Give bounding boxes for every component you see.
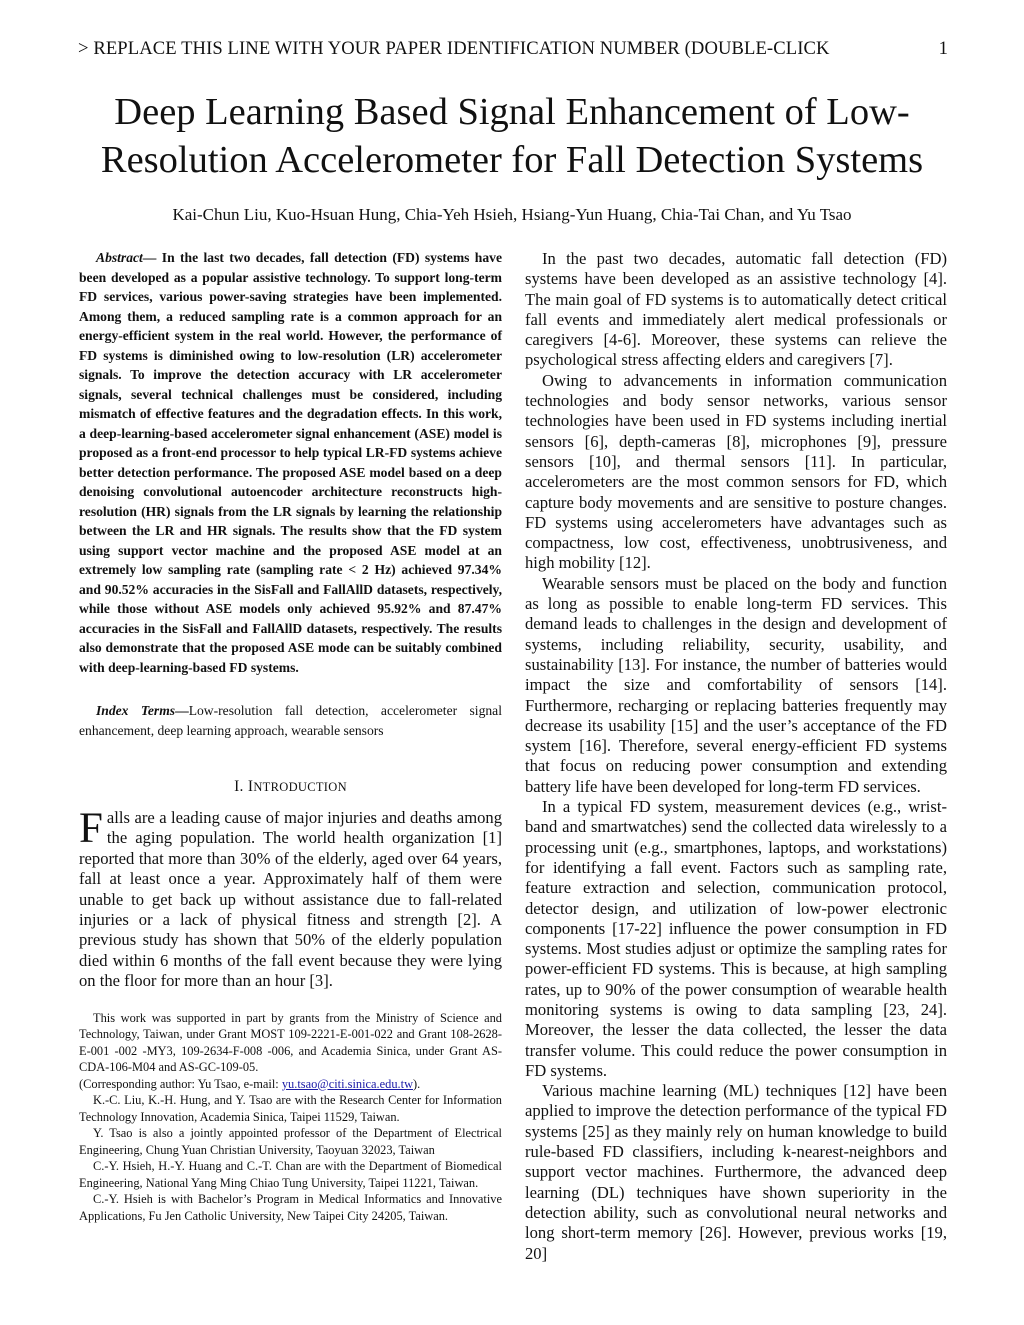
footnote-corresponding <box>79 1076 502 1093</box>
body-paragraph: Wearable sensors must be placed on the body and function as long as possible to enable long-term FD services. This demand leads to challenges in the design and development of systems, including reliability, security, usability, and sustainability [13]. For instance, the number of batteries would impact the size and comfortability of sensors [14]. Furthermore, recharging or replacing batteries frequently may decrease its usability [15] and the user’s acceptance of the FD system [16]. Therefore, several energy-efficient FD systems that focus on reducing power consumption and extending battery life have been developed for long-term FD services. <box>525 573 947 796</box>
index-terms <box>79 701 502 740</box>
footnote-affiliation-4: C.-Y. Hsieh is with Bachelor’s Program in Medical Informatics and Innovative Applications, Fu Jen Catholic University, New Taipei City 24205, Taiwan. <box>79 1192 502 1223</box>
index-terms-dash: — <box>175 703 189 718</box>
section-first-letter: I <box>247 778 254 795</box>
footnotes <box>79 1010 502 1225</box>
left-column <box>79 248 502 1224</box>
index-terms-label: Index Terms <box>96 703 176 718</box>
corresponding-email-link[interactable]: yu.tsao@citi.sinica.edu.tw <box>281 1076 414 1091</box>
author-list: Kai-Chun Liu, Kuo-Hsuan Hung, Chia-Yeh Hsieh, Hsiang-Yun Huang, Chia-Tai Chan, and Yu Tsao <box>172 205 852 224</box>
paper-title: Deep Learning Based Signal Enhancement of Low-Resolution Accelerometer for Fall Detection Systems <box>100 91 924 181</box>
intro-text: alls are a leading cause of major injuries and deaths among the aging population. The world health organization [1] reported that more than 30% of the elderly, aged over 64 years, fall at least once a year. Approximately half of them were unable to get back up without assistance due to fall-related injuries or a lack of physical fitness and strength [2]. A previous study has shown that 50% of the elderly population died within 6 months of the fall event because they were lying on the floor for more than an hour [3]. <box>79 808 502 991</box>
body-paragraph: Owing to advancements in information communication technologies and body sensor networks, various sensor technologies have been used in FD systems including inertial sensors [6], depth-cameras [8], microphones [9], pressure sensors [10], and thermal sensors [11]. In particular, accelerometers are the most common sensors for FD, which capture body movements and are sensitive to posture changes. FD systems using accelerometers have advantages such as compactness, low cost, effectiveness, unobtrusiveness, and high mobility [12]. <box>525 370 947 573</box>
abstract-label: Abstract— <box>96 250 157 265</box>
abstract-text: In the last two decades, fall detection (FD) systems have been developed as a popular assistive technology. To support long-term FD services, various power-saving strategies have been implemented. Among them, a reduced sampling rate is a common approach for an energy-efficient system in the real world. However, the performance of FD systems is diminished owing to low-resolution (LR) accelerometer signals. To improve the detection accuracy with LR accelerometer signals, several technical challenges must be considered, including mismatch of effective features and the degradation effects. In this work, a deep-learning-based accelerometer signal enhancement (ASE) model is proposed as a front-end processor to help typical LR-FD systems achieve better detection performance. The proposed ASE model based on a deep denoising convolutional autoencoder architecture reconstructs high-resolution (HR) signals from the LR signals by learning the relationship between the LR and HR signals. The results show that the FD system using support vector machine and the proposed ASE model at an extremely low sampling rate (sampling rate < 2 Hz) achieved 97.34% and 90.52% accuracies in the SisFall and FallAllD datasets, respectively, while those without ASE models only achieved 95.92% and 87.47% accuracies in the SisFall and FallAllD datasets, respectively. The results also demonstrate that the proposed ASE mode can be suitably combined with deep-learning-based FD systems. <box>79 250 502 675</box>
index-terms-text: Low-resolution fall detection, accelerometer signal enhancement, deep learning approach, wearable sensors <box>79 703 502 738</box>
right-column <box>525 248 947 1264</box>
header-line: > REPLACE THIS LINE WITH YOUR PAPER IDENTIFICATION NUMBER (DOUBLE-CLICK <box>78 38 830 59</box>
footnote-affiliation-1: K.-C. Liu, K.-H. Hung, and Y. Tsao are with the Research Center for Information Technology Innovation, Academia Sinica, Taipei 11529, Taiwan. <box>79 1093 502 1124</box>
section-heading-introduction <box>79 778 502 796</box>
footnote-affiliation-3: C.-Y. Hsieh, H.-Y. Huang and C.-T. Chan are with the Department of Biomedical Engineering, National Yang Ming Chiao Tung University, Taipei 11221, Taiwan. <box>79 1159 502 1190</box>
footnote-affiliation-2: Y. Tsao is also a jointly appointed professor of the Department of Electrical Engineering, Chung Yuan Christian University, Taoyuan 32023, Taiwan <box>79 1126 502 1157</box>
drop-cap: F <box>79 805 103 852</box>
page-number: 1 <box>938 38 948 59</box>
body-paragraph: In the past two decades, automatic fall detection (FD) systems have been developed as an assistive technology [4]. The main goal of FD systems is to automatically detect critical fall events and immediately alert medical professionals or caregivers [4-6]. Moreover, these systems can relieve the psychological stress affecting elders and caregivers [7]. <box>525 249 947 370</box>
intro-paragraph <box>79 805 502 992</box>
abstract <box>79 248 502 677</box>
body-paragraph: Various machine learning (ML) techniques [12] have been applied to improve the detection performance of the typical FD systems [25] as they mainly rely on human knowledge to build rule-based FD classifiers, including k-nearest-neighbors and support vector machines. Furthermore, the advanced deep learning (DL) techniques have shown superiority in the detection ability, such as convolutional neural networks and long short-term memory [26]. However, previous works [19, 20] <box>525 1081 947 1263</box>
footnote-funding: This work was supported in part by grants from the Ministry of Science and Technology, Taiwan, under Grant MOST 109-2221-E-001-022 and Grant 108-2628-E-001 -002 -MY3, 109-2634-F-008 -006, and Academia Sinica, under Grant AS-CDA-106-M04 and AS-GC-109-05. <box>79 1010 502 1075</box>
body-paragraph: In a typical FD system, measurement devices (e.g., wrist-band and smartwatches) send the collected data wirelessly to a processing unit (e.g., smartphones, laptops, and workstations) for identifying a fall event. Factors such as sampling rate, feature extraction and selection, communication protocol, detector design, and utilization of low-power electronic components [17-22] influence the power consumption in FD systems. Most studies adjust or optimize the sampling rates for power-efficient FD systems. This is because, at high sampling rates, up to 90% of the power consumption of wearable health monitoring systems is owing to data sampling [23, 24]. Moreover, the lesser the data collected, the lesser the data transfer volume. This could reduce the power consumption in FD systems. <box>525 797 947 1080</box>
corresponding-prefix: (Corresponding author: Yu Tsao, e-mail: <box>79 1076 282 1091</box>
corresponding-suffix: ). <box>413 1076 421 1091</box>
running-header <box>78 38 948 62</box>
section-title-rest: NTRODUCTION <box>253 780 347 794</box>
section-numeral: I. <box>234 778 248 795</box>
